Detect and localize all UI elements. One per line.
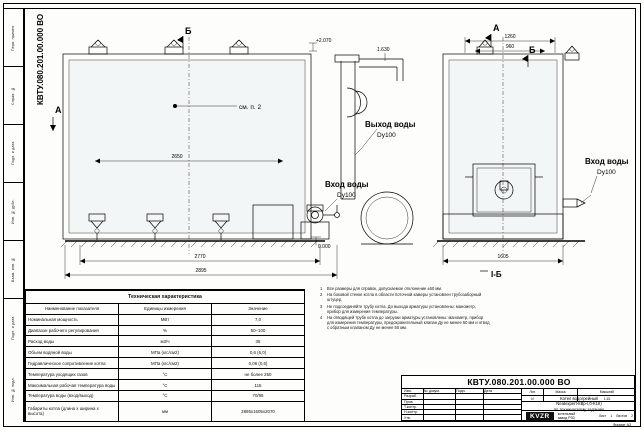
- dim-2770: 2770: [194, 254, 206, 260]
- tech-cell-name: Температура воды (вход/выход): [26, 390, 119, 401]
- sig-label: Разраб.: [402, 394, 424, 398]
- dim-2650: 2650: [171, 154, 183, 160]
- sig-date: [484, 405, 521, 409]
- sig-sign: [456, 405, 484, 409]
- company-block: [522, 411, 636, 421]
- note-text: На отводящей трубе котла до загрузки арматуры установлены: манометр, прибор для измерения температуры, предохранительный клапан Ду не менее 50 мм и отвод с обратным клапаном Ду не менее 50 мм.: [327, 315, 490, 331]
- sig-label: Т.контр.: [402, 405, 424, 409]
- section-a-left: А: [55, 105, 62, 115]
- table-row: [26, 390, 305, 401]
- water-inlet-dn: Dy100: [337, 192, 356, 199]
- sig-name: [424, 415, 456, 420]
- product-title-line-3: по техническому заданию: [553, 406, 605, 412]
- drawing-code: КВТУ.080.201.00.000 ВО: [402, 376, 636, 389]
- note-text: Все размеры для справок, допускаемое отклонение ±50 мм.: [327, 286, 443, 291]
- left-cell-5: Подп. и дата: [4, 298, 24, 358]
- company-logo: KVZR: [526, 412, 554, 421]
- product-title-line-1: Котел водогрейный: [560, 396, 598, 402]
- dim-2895: 2895: [195, 268, 207, 274]
- left-cell-0: Перв. примен.: [4, 8, 24, 66]
- sig-date: [484, 400, 521, 404]
- left-cell-2: Подп. и дата: [4, 124, 24, 182]
- note-number: 4: [320, 315, 323, 321]
- tech-cell-unit: °С: [119, 380, 212, 391]
- sig-sign: [456, 400, 484, 404]
- sheet-label: Лист: [598, 414, 607, 418]
- note-text: На боковой стенке котла в области поточной камеры установлен трубозаборный штуцер.: [327, 292, 482, 303]
- sig-label: Пров.: [402, 400, 424, 404]
- sig-date: [484, 415, 521, 420]
- tech-cell-name: Температура уходящих газов: [26, 369, 119, 380]
- sig-label: Изм.: [402, 389, 424, 393]
- tech-cell-value: 7,0: [212, 314, 305, 325]
- see-item-label: см. п. 2: [239, 104, 262, 111]
- tech-cell-value: 70/95: [212, 390, 305, 401]
- note-number: 3: [320, 303, 323, 309]
- tech-cell-unit: %: [119, 325, 212, 336]
- sheet-number: 1: [610, 414, 613, 418]
- drawing-area: [25, 9, 635, 289]
- sig-name: [424, 410, 456, 414]
- tech-cell-unit: °С: [119, 369, 212, 380]
- tech-cell-name: Габариты котла (длина х ширина х высота): [26, 401, 119, 421]
- lit-header-scale: Масштаб: [599, 390, 615, 394]
- boiler-drawing-svg: [25, 9, 635, 289]
- left-cell-1: Справ. №: [4, 66, 24, 124]
- water-inlet-label: Вход воды: [325, 180, 369, 189]
- sig-name: [424, 400, 456, 404]
- note-item: [320, 286, 490, 291]
- sig-sign: [456, 415, 484, 420]
- level-zero: 0.000: [318, 244, 331, 250]
- lit-value-lit: И: [522, 396, 544, 401]
- tech-cell-name: Гидравлическое сопротивление котла: [26, 358, 119, 369]
- lit-value-scale: 1:15: [603, 396, 611, 401]
- sig-date: [484, 410, 521, 414]
- note-item: [320, 292, 490, 302]
- level-top: +2.070: [316, 38, 332, 44]
- tech-cell-unit: м3/ч: [119, 336, 212, 347]
- section-b-top: Б: [185, 26, 192, 36]
- left-cell-4: Взам. инв. №: [4, 240, 24, 298]
- tech-cell-name: Расход воды: [26, 336, 119, 347]
- sig-sign: Подп.: [456, 389, 484, 393]
- sig-name: [424, 394, 456, 398]
- tech-header-0: Наименование показателя: [26, 303, 119, 314]
- table-row: [26, 380, 305, 391]
- company-name-line-2: завод Р30: [557, 416, 575, 420]
- note-item: [320, 304, 490, 314]
- title-block-signatures: [402, 389, 522, 421]
- table-row: [26, 325, 305, 336]
- note-number: 1: [320, 286, 323, 291]
- sheet-vertical-code: КВТУ.080.201.00.000 ВО: [36, 13, 45, 105]
- water-outlet-dn: Dy100: [377, 132, 396, 139]
- section-b-right: Б: [529, 45, 536, 55]
- tech-cell-value: 115: [212, 380, 305, 391]
- left-cell-3: Инв. № дубл.: [4, 182, 24, 240]
- tech-cell-unit: МПа (кгс/см2): [119, 358, 212, 369]
- table-row: [26, 358, 305, 369]
- tech-cell-value: 2895х1605х2070: [212, 401, 305, 421]
- tech-cell-unit: МПа (кгс/см2): [119, 347, 212, 358]
- table-row: [26, 314, 305, 325]
- tech-characteristics-table: [25, 289, 305, 422]
- table-row: [26, 336, 305, 347]
- tech-cell-value: не более 250: [212, 369, 305, 380]
- company-name-line-1: котельный: [557, 411, 576, 416]
- water-inlet-right-label: Вход воды: [585, 157, 629, 166]
- sig-label: Утв.: [402, 415, 424, 420]
- lit-header-mass: Масса: [544, 389, 578, 395]
- product-title-line-2: Neatexpert-КВр-I,0-К1К): [556, 401, 602, 407]
- tech-cell-name: Максимальная рабочая температура воды: [26, 380, 119, 391]
- tech-cell-value: 0,6 (6,0): [212, 347, 305, 358]
- tech-header-2: Значение: [212, 303, 305, 314]
- sig-label: Н.контр.: [402, 410, 424, 414]
- lit-header-lit: Лит.: [522, 389, 544, 395]
- sig-name: [424, 405, 456, 409]
- tech-cell-unit: мм: [119, 401, 212, 421]
- signature-row: [402, 415, 521, 420]
- tech-cell-value: 0,06 (0,6): [212, 358, 305, 369]
- title-block: [401, 375, 635, 427]
- sig-name: № докум.: [424, 389, 456, 393]
- company-name: [558, 412, 576, 420]
- dim-small: 1.630: [377, 47, 390, 53]
- note-text: Не подсоединяйте трубу котла. До выхода арматуры установлены: манометр, прибор для измерения температуры.: [327, 303, 476, 314]
- water-outlet-label: Выход воды: [365, 120, 416, 129]
- sheets-count: 2: [631, 414, 633, 418]
- table-row: [26, 401, 305, 421]
- tech-cell-name: Объем водяной воды: [26, 347, 119, 358]
- dim-1260: 1260: [504, 34, 516, 40]
- tech-header-1: Единицы измерения: [119, 303, 212, 314]
- tech-title: Техническая характеристика: [26, 291, 305, 304]
- sig-sign: [456, 394, 484, 398]
- dim-1605: 1605: [497, 254, 509, 260]
- sig-date: Дата: [484, 389, 492, 393]
- water-inlet-right-dn: Dy100: [597, 169, 616, 176]
- table-row: [26, 347, 305, 358]
- lit-row: [522, 389, 636, 396]
- section-a-top-right: А: [493, 23, 500, 33]
- product-title: [523, 397, 635, 411]
- note-item: [320, 315, 490, 330]
- tech-cell-value: 50–100: [212, 325, 305, 336]
- notes-block: [320, 286, 490, 374]
- sig-date: [484, 394, 521, 398]
- format-label: Формат А3: [612, 423, 631, 427]
- sheets-label: Листов: [616, 414, 628, 418]
- left-stamp-column: [4, 8, 24, 422]
- sig-sign: [456, 410, 484, 414]
- table-row: [26, 369, 305, 380]
- tech-cell-value: 35: [212, 336, 305, 347]
- tech-cell-unit: МВт: [119, 314, 212, 325]
- tech-cell-unit: °С: [119, 390, 212, 401]
- tech-cell-name: Диапазон рабочего регулирования: [26, 325, 119, 336]
- note-number: 2: [320, 292, 323, 298]
- dim-960: 960: [505, 44, 515, 50]
- tech-cell-name: Номинальная мощность: [26, 314, 119, 325]
- left-cell-6: Инв. № подл.: [11, 377, 16, 403]
- section-i-b: I-Б: [491, 270, 502, 279]
